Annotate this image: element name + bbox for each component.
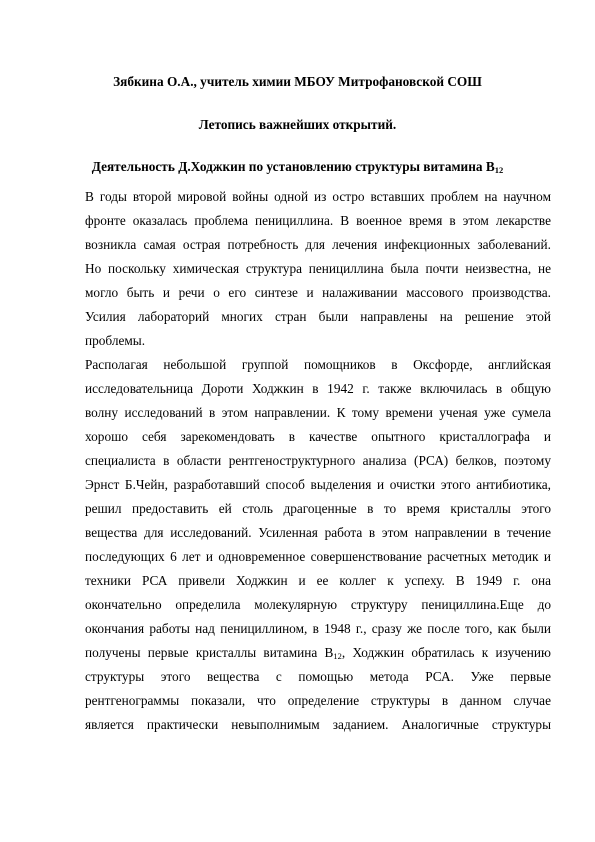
text-line: волну исследований в этом направлении. К тому времени ученая уже сумела — [85, 405, 551, 420]
text-line: фронте оказалась проблема пенициллина. В военное время в этом лекарстве — [85, 213, 551, 228]
body-text — [85, 185, 551, 737]
article-title-subscript: 12 — [494, 165, 504, 175]
paragraph-2 — [85, 353, 551, 737]
article-title — [60, 159, 535, 175]
text-line: возникла самая острая потребность для лечения инфекционных заболеваний. — [85, 237, 551, 252]
author-line: Зябкина О.А., учитель химии МБОУ Митрофановской СОШ — [113, 74, 482, 89]
text-line: последующих 6 лет и одновременное совершенствование расчетных методик и — [85, 549, 551, 564]
text-line: В годы второй мировой войны одной из остро вставших проблем на научном — [85, 189, 551, 204]
series-title: Летопись важнейших открытий. — [198, 117, 397, 132]
text-line: Усилия лабораторий многих стран были направлены на решение этой — [85, 309, 551, 324]
text-line: специалиста в области рентгеноструктурного анализа (РСА) белков, поэтому — [85, 453, 551, 468]
article-title-text: Деятельность Д.Ходжкин по установлению структуры витамина В — [91, 159, 495, 174]
text-line: Но поскольку химическая структура пенициллина была почти неизвестна, не — [85, 261, 551, 276]
text-line: структуры этого вещества с помощью метода РСА. Уже первые — [85, 669, 551, 684]
text-line — [85, 641, 551, 665]
text-line-part: , Ходжкин обратилась к изучению — [341, 645, 551, 660]
text-line-part: получены первые кристаллы витамина В — [85, 645, 334, 660]
text-line: могло быть и речи о его синтезе и налаживании массового производства. — [85, 285, 551, 300]
text-line: является практически невыполнимым заданием. Аналогичные структуры — [85, 717, 551, 732]
text-line: решил предоставить ей столь драгоценные в то время кристаллы этого — [85, 501, 551, 516]
text-line: техники РСА привели Ходжкин и ее коллег к успеху. В 1949 г. она — [85, 573, 551, 588]
text-line: Эрнст Б.Чейн, разработавший способ выделения и очистки этого антибиотика, — [85, 477, 551, 492]
text-line: проблемы. — [85, 333, 146, 348]
text-line: исследовательница Дороти Ходжкин в 1942 г. также включилась в общую — [85, 381, 551, 396]
vitamin-subscript: 12 — [333, 651, 342, 661]
text-line: вещества для исследований. Усиленная работа в этом направлении в течение — [85, 525, 551, 540]
text-line: окончательно определила молекулярную структуру пенициллина.Еще до — [85, 597, 551, 612]
paragraph-1 — [85, 185, 551, 353]
text-line: рентгенограммы показали, что определение структуры в данном случае — [85, 693, 551, 708]
text-line: Располагая небольшой группой помощников в Оксфорде, английская — [85, 357, 551, 372]
text-line: окончания работы над пенициллином, в 1948 г., сразу же после того, как были — [85, 621, 551, 636]
text-line: хорошо себя зарекомендовать в качестве опытного кристаллографа и — [85, 429, 551, 444]
